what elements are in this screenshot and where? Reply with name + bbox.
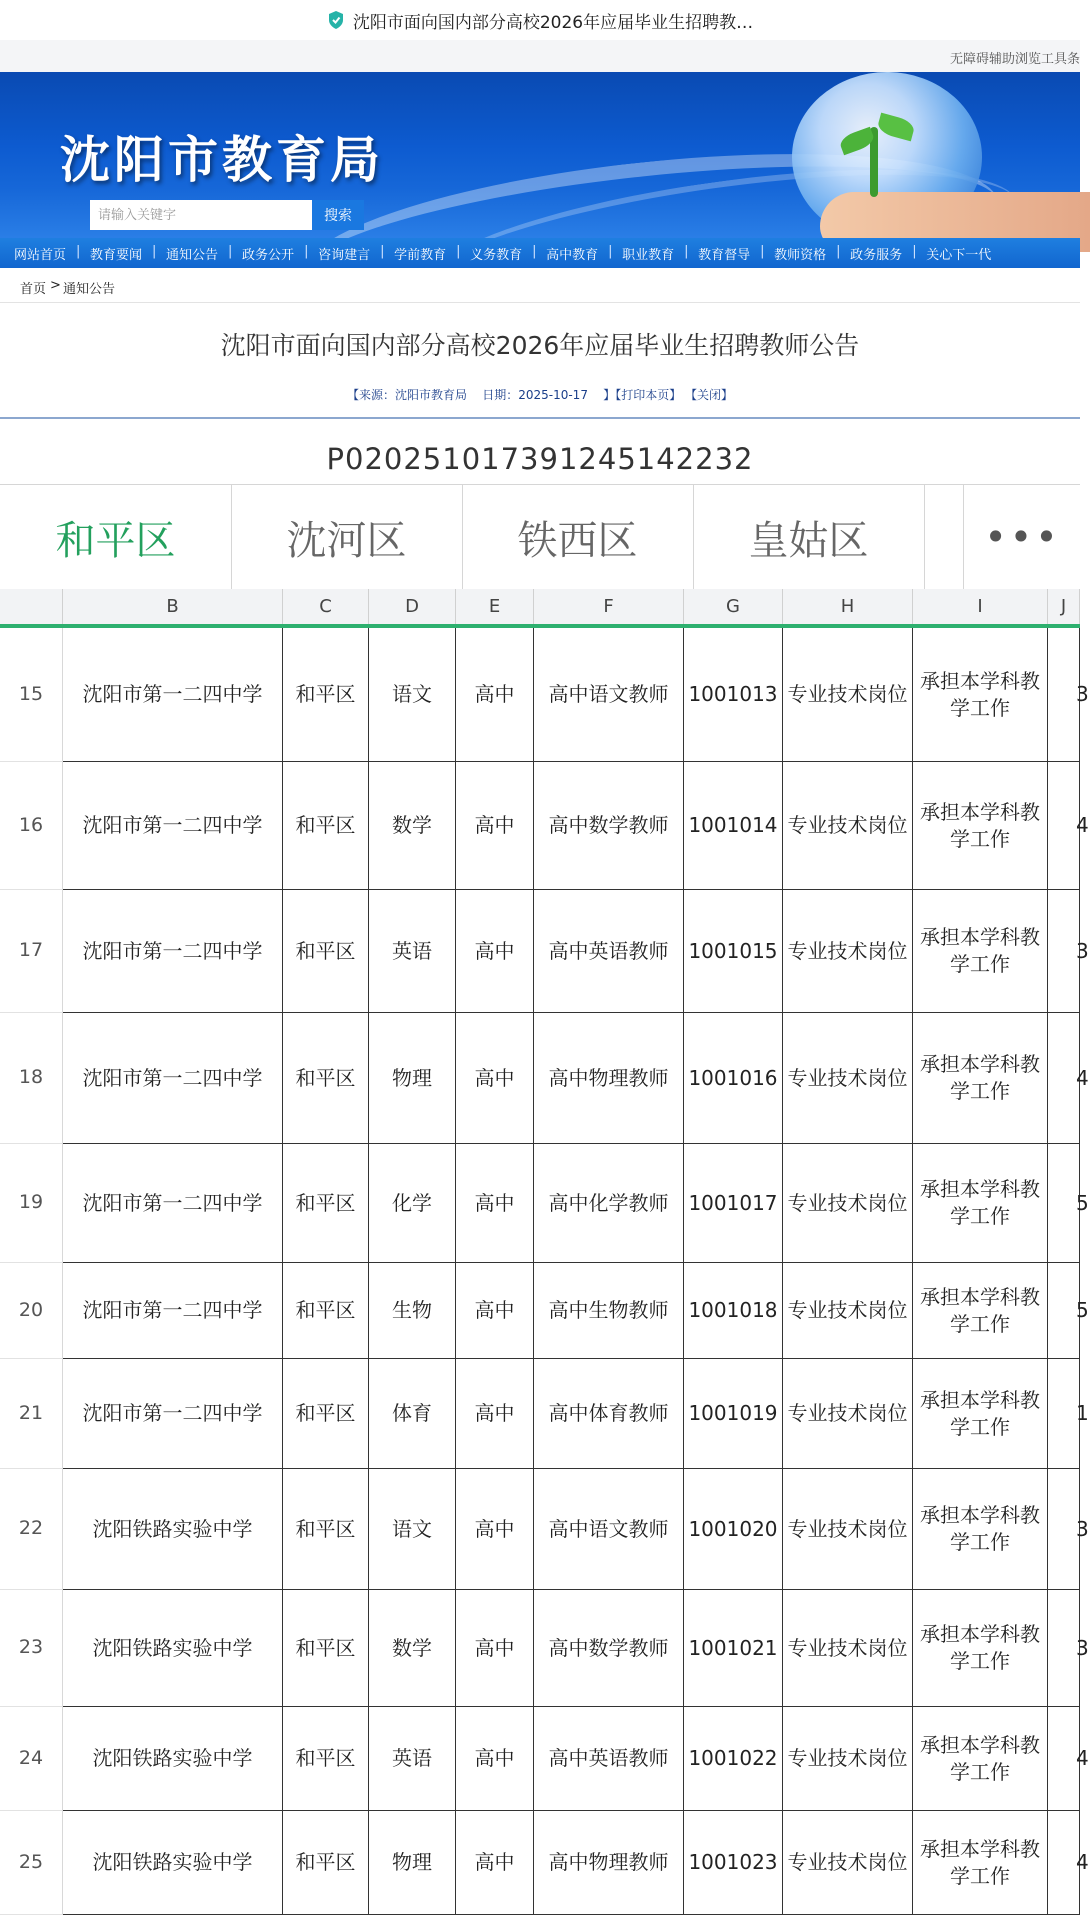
- table-cell-i[interactable]: 承担本学科教学工作: [913, 1263, 1048, 1359]
- table-cell-g[interactable]: 1001017: [684, 1144, 783, 1263]
- table-cell-h[interactable]: 专业技术岗位: [783, 762, 913, 890]
- column-header-row: [0, 589, 1080, 628]
- nav-item-compulsory[interactable]: | 义务教育: [456, 244, 532, 263]
- table-cell-b[interactable]: 沈阳市第一二四中学: [63, 890, 283, 1013]
- table-cell-i[interactable]: 承担本学科教学工作: [913, 1811, 1048, 1915]
- search-input[interactable]: [90, 200, 310, 230]
- table-cell-h[interactable]: 专业技术岗位: [783, 1707, 913, 1811]
- table-cell-i[interactable]: 承担本学科教学工作: [913, 1590, 1048, 1707]
- table-cell-c[interactable]: 和平区: [283, 628, 369, 762]
- table-cell-h[interactable]: 专业技术岗位: [783, 1013, 913, 1144]
- table-row: [0, 1811, 1089, 1915]
- table-cell-h[interactable]: 专业技术岗位: [783, 1263, 913, 1359]
- nav-item-preschool[interactable]: | 学前教育: [380, 244, 456, 263]
- sheet-tab-tiexi[interactable]: 铁西区: [462, 485, 694, 589]
- table-cell-j[interactable]: 4: [1048, 1707, 1080, 1811]
- nav-item-high-school[interactable]: | 高中教育: [532, 244, 608, 263]
- table-cell-d[interactable]: 数学: [369, 1590, 456, 1707]
- table-cell-e[interactable]: 高中: [456, 1469, 534, 1590]
- table-cell-c[interactable]: 和平区: [283, 762, 369, 890]
- nav-item-gov-affairs[interactable]: | 政务公开: [228, 244, 304, 263]
- table-cell-h[interactable]: 专业技术岗位: [783, 1359, 913, 1469]
- table-cell-e[interactable]: 高中: [456, 1590, 534, 1707]
- table-row: [0, 1707, 1089, 1811]
- table-cell-g[interactable]: 1001020: [684, 1469, 783, 1590]
- nav-item-news[interactable]: | 教育要闻: [76, 244, 152, 263]
- table-cell-c[interactable]: 和平区: [283, 1013, 369, 1144]
- table-cell-g[interactable]: 1001018: [684, 1263, 783, 1359]
- nav-item-vocational[interactable]: | 职业教育: [608, 244, 684, 263]
- sheet-tab-heping[interactable]: 和平区: [0, 485, 232, 589]
- row-number[interactable]: 17: [0, 890, 63, 1013]
- table-cell-f[interactable]: 高中英语教师: [534, 1707, 684, 1811]
- main-nav: [0, 238, 1080, 268]
- column-header-h[interactable]: H: [783, 589, 913, 624]
- search-button[interactable]: 搜索: [310, 200, 364, 230]
- table-cell-e[interactable]: 高中: [456, 1263, 534, 1359]
- column-header-g[interactable]: G: [684, 589, 783, 624]
- row-number[interactable]: 20: [0, 1263, 63, 1359]
- table-cell-f[interactable]: 高中生物教师: [534, 1263, 684, 1359]
- table-cell-d[interactable]: 体育: [369, 1359, 456, 1469]
- row-number[interactable]: 25: [0, 1811, 63, 1915]
- accessibility-bar: [0, 40, 1080, 73]
- table-cell-h[interactable]: 专业技术岗位: [783, 1811, 913, 1915]
- column-header-b[interactable]: B: [63, 589, 283, 624]
- table-cell-c[interactable]: 和平区: [283, 1811, 369, 1915]
- table-row: [0, 1359, 1089, 1469]
- table-cell-i[interactable]: 承担本学科教学工作: [913, 1144, 1048, 1263]
- row-number[interactable]: 16: [0, 762, 63, 890]
- divider: [0, 417, 1080, 419]
- column-header-d[interactable]: D: [369, 589, 456, 624]
- table-cell-b[interactable]: 沈阳铁路实验中学: [63, 1811, 283, 1915]
- sheet-tab-huanggu[interactable]: 皇姑区: [693, 485, 925, 589]
- sheet-tab-shenhe[interactable]: 沈河区: [231, 485, 463, 589]
- table-row: [0, 1144, 1089, 1263]
- table-cell-b[interactable]: 沈阳铁路实验中学: [63, 1707, 283, 1811]
- table-cell-g[interactable]: 1001022: [684, 1707, 783, 1811]
- table-cell-e[interactable]: 高中: [456, 1144, 534, 1263]
- table-row: [0, 890, 1089, 1013]
- table-cell-f[interactable]: 高中物理教师: [534, 1811, 684, 1915]
- accessibility-toolbar-link[interactable]: 无障碍辅助浏览工具条: [949, 52, 1080, 67]
- table-cell-i[interactable]: 承担本学科教学工作: [913, 762, 1048, 890]
- table-cell-c[interactable]: 和平区: [283, 890, 369, 1013]
- table-cell-f[interactable]: 高中体育教师: [534, 1359, 684, 1469]
- table-cell-i[interactable]: 承担本学科教学工作: [913, 1707, 1048, 1811]
- row-number[interactable]: 23: [0, 1590, 63, 1707]
- table-cell-b[interactable]: 沈阳市第一二四中学: [63, 1013, 283, 1144]
- table-cell-j[interactable]: 1: [1048, 1359, 1080, 1469]
- table-cell-c[interactable]: 和平区: [283, 1359, 369, 1469]
- table-cell-f[interactable]: 高中数学教师: [534, 1590, 684, 1707]
- table-cell-h[interactable]: 专业技术岗位: [783, 1144, 913, 1263]
- nav-item-gov-services[interactable]: | 政务服务: [836, 244, 912, 263]
- nav-item-next-generation[interactable]: | 关心下一代: [912, 244, 1001, 263]
- table-cell-c[interactable]: 和平区: [283, 1469, 369, 1590]
- table-cell-d[interactable]: 英语: [369, 890, 456, 1013]
- table-cell-d[interactable]: 数学: [369, 762, 456, 890]
- table-row: [0, 628, 1089, 762]
- table-cell-f[interactable]: 高中语文教师: [534, 1469, 684, 1590]
- table-cell-d[interactable]: 物理: [369, 1811, 456, 1915]
- nav-item-supervision[interactable]: | 教育督导: [684, 244, 760, 263]
- table-row: [0, 1013, 1089, 1144]
- table-cell-i[interactable]: 承担本学科教学工作: [913, 890, 1048, 1013]
- table-cell-e[interactable]: 高中: [456, 890, 534, 1013]
- browser-title-bar: [0, 0, 1080, 40]
- row-number[interactable]: 19: [0, 1144, 63, 1263]
- table-cell-j[interactable]: 3: [1048, 628, 1080, 762]
- table-cell-c[interactable]: 和平区: [283, 1263, 369, 1359]
- page-title-text: 沈阳市面向国内部分高校2026年应届毕业生招聘教…: [352, 12, 754, 33]
- table-cell-i[interactable]: 承担本学科教学工作: [913, 1469, 1048, 1590]
- table-cell-g[interactable]: 1001015: [684, 890, 783, 1013]
- table-cell-d[interactable]: 语文: [369, 1469, 456, 1590]
- table-cell-e[interactable]: 高中: [456, 628, 534, 762]
- table-cell-g[interactable]: 1001013: [684, 628, 783, 762]
- table-cell-i[interactable]: 承担本学科教学工作: [913, 628, 1048, 762]
- table-cell-d[interactable]: 英语: [369, 1707, 456, 1811]
- table-row: [0, 762, 1089, 890]
- table-cell-j[interactable]: 3: [1048, 1590, 1080, 1707]
- column-header-f[interactable]: F: [534, 589, 684, 624]
- table-cell-j[interactable]: 3: [1048, 890, 1080, 1013]
- table-cell-g[interactable]: 1001016: [684, 1013, 783, 1144]
- table-cell-f[interactable]: 高中语文教师: [534, 628, 684, 762]
- table-cell-e[interactable]: 高中: [456, 1707, 534, 1811]
- table-cell-e[interactable]: 高中: [456, 762, 534, 890]
- article-title: 沈阳市面向国内部分高校2026年应届毕业生招聘教师公告: [220, 331, 860, 360]
- table-cell-e[interactable]: 高中: [456, 1359, 534, 1469]
- table-cell-b[interactable]: 沈阳市第一二四中学: [63, 1144, 283, 1263]
- table-cell-b[interactable]: 沈阳市第一二四中学: [63, 628, 283, 762]
- table-cell-j[interactable]: 4: [1048, 1811, 1080, 1915]
- row-number[interactable]: 18: [0, 1013, 63, 1144]
- row-number[interactable]: 24: [0, 1707, 63, 1811]
- table-cell-d[interactable]: 语文: [369, 628, 456, 762]
- row-number[interactable]: 22: [0, 1469, 63, 1590]
- table-cell-f[interactable]: 高中数学教师: [534, 762, 684, 890]
- nav-item-notices[interactable]: | 通知公告: [152, 244, 228, 263]
- table-cell-i[interactable]: 承担本学科教学工作: [913, 1013, 1048, 1144]
- table-cell-b[interactable]: 沈阳铁路实验中学: [63, 1469, 283, 1590]
- table-cell-g[interactable]: 1001014: [684, 762, 783, 890]
- table-cell-g[interactable]: 1001023: [684, 1811, 783, 1915]
- table-cell-c[interactable]: 和平区: [283, 1590, 369, 1707]
- attachment-filename: P020251017391245142232: [326, 442, 754, 476]
- site-logo[interactable]: 沈阳市教育局: [60, 130, 384, 189]
- column-header-j[interactable]: J: [1048, 589, 1080, 624]
- table-cell-g[interactable]: 1001021: [684, 1590, 783, 1707]
- more-tabs-icon[interactable]: •••: [963, 485, 1081, 589]
- table-row: [0, 1469, 1089, 1590]
- table-cell-h[interactable]: 专业技术岗位: [783, 1469, 913, 1590]
- table-cell-e[interactable]: 高中: [456, 1013, 534, 1144]
- breadcrumb-separator: >: [50, 278, 61, 293]
- table-cell-c[interactable]: 和平区: [283, 1144, 369, 1263]
- sheet-tabs: [0, 484, 1080, 590]
- article-meta: 【来源：沈阳市教育局 日期：2025-10-17 】【打印本页】 【关闭】: [346, 388, 734, 402]
- table-cell-d[interactable]: 化学: [369, 1144, 456, 1263]
- breadcrumb-home[interactable]: 首页: [20, 282, 47, 297]
- table-cell-e[interactable]: 高中: [456, 1811, 534, 1915]
- table-cell-f[interactable]: 高中化学教师: [534, 1144, 684, 1263]
- table-cell-i[interactable]: 承担本学科教学工作: [913, 1359, 1048, 1469]
- table-row: [0, 1263, 1089, 1359]
- column-header-e[interactable]: E: [456, 589, 534, 624]
- table-cell-j[interactable]: 5: [1048, 1263, 1080, 1359]
- nav-item-consult[interactable]: | 咨询建言: [304, 244, 380, 263]
- table-cell-b[interactable]: 沈阳市第一二四中学: [63, 1263, 283, 1359]
- table-row: [0, 1590, 1089, 1707]
- nav-item-teacher-cert[interactable]: | 教师资格: [760, 244, 836, 263]
- table-cell-b[interactable]: 沈阳铁路实验中学: [63, 1590, 283, 1707]
- row-number[interactable]: 15: [0, 628, 63, 762]
- spreadsheet: [0, 589, 1089, 1919]
- breadcrumb-current[interactable]: 通知公告: [63, 282, 116, 297]
- column-header-c[interactable]: C: [283, 589, 369, 624]
- table-cell-d[interactable]: 生物: [369, 1263, 456, 1359]
- shield-icon: [327, 10, 345, 30]
- table-cell-g[interactable]: 1001019: [684, 1359, 783, 1469]
- row-number[interactable]: 21: [0, 1359, 63, 1469]
- table-cell-h[interactable]: 专业技术岗位: [783, 890, 913, 1013]
- table-cell-d[interactable]: 物理: [369, 1013, 456, 1144]
- table-cell-f[interactable]: 高中英语教师: [534, 890, 684, 1013]
- table-cell-j[interactable]: 3: [1048, 1469, 1080, 1590]
- table-cell-h[interactable]: 专业技术岗位: [783, 1590, 913, 1707]
- table-cell-b[interactable]: 沈阳市第一二四中学: [63, 762, 283, 890]
- table-cell-b[interactable]: 沈阳市第一二四中学: [63, 1359, 283, 1469]
- nav-item-home[interactable]: 网站首页: [14, 247, 67, 263]
- column-header-i[interactable]: I: [913, 589, 1048, 624]
- sheet-corner-cell[interactable]: [0, 589, 63, 624]
- table-cell-j[interactable]: 5: [1048, 1144, 1080, 1263]
- search-box: [90, 200, 364, 230]
- breadcrumb: [0, 268, 1080, 303]
- table-cell-j[interactable]: 4: [1048, 1013, 1080, 1144]
- table-cell-j[interactable]: 4: [1048, 762, 1080, 890]
- table-cell-f[interactable]: 高中物理教师: [534, 1013, 684, 1144]
- table-cell-c[interactable]: 和平区: [283, 1707, 369, 1811]
- table-cell-h[interactable]: 专业技术岗位: [783, 628, 913, 762]
